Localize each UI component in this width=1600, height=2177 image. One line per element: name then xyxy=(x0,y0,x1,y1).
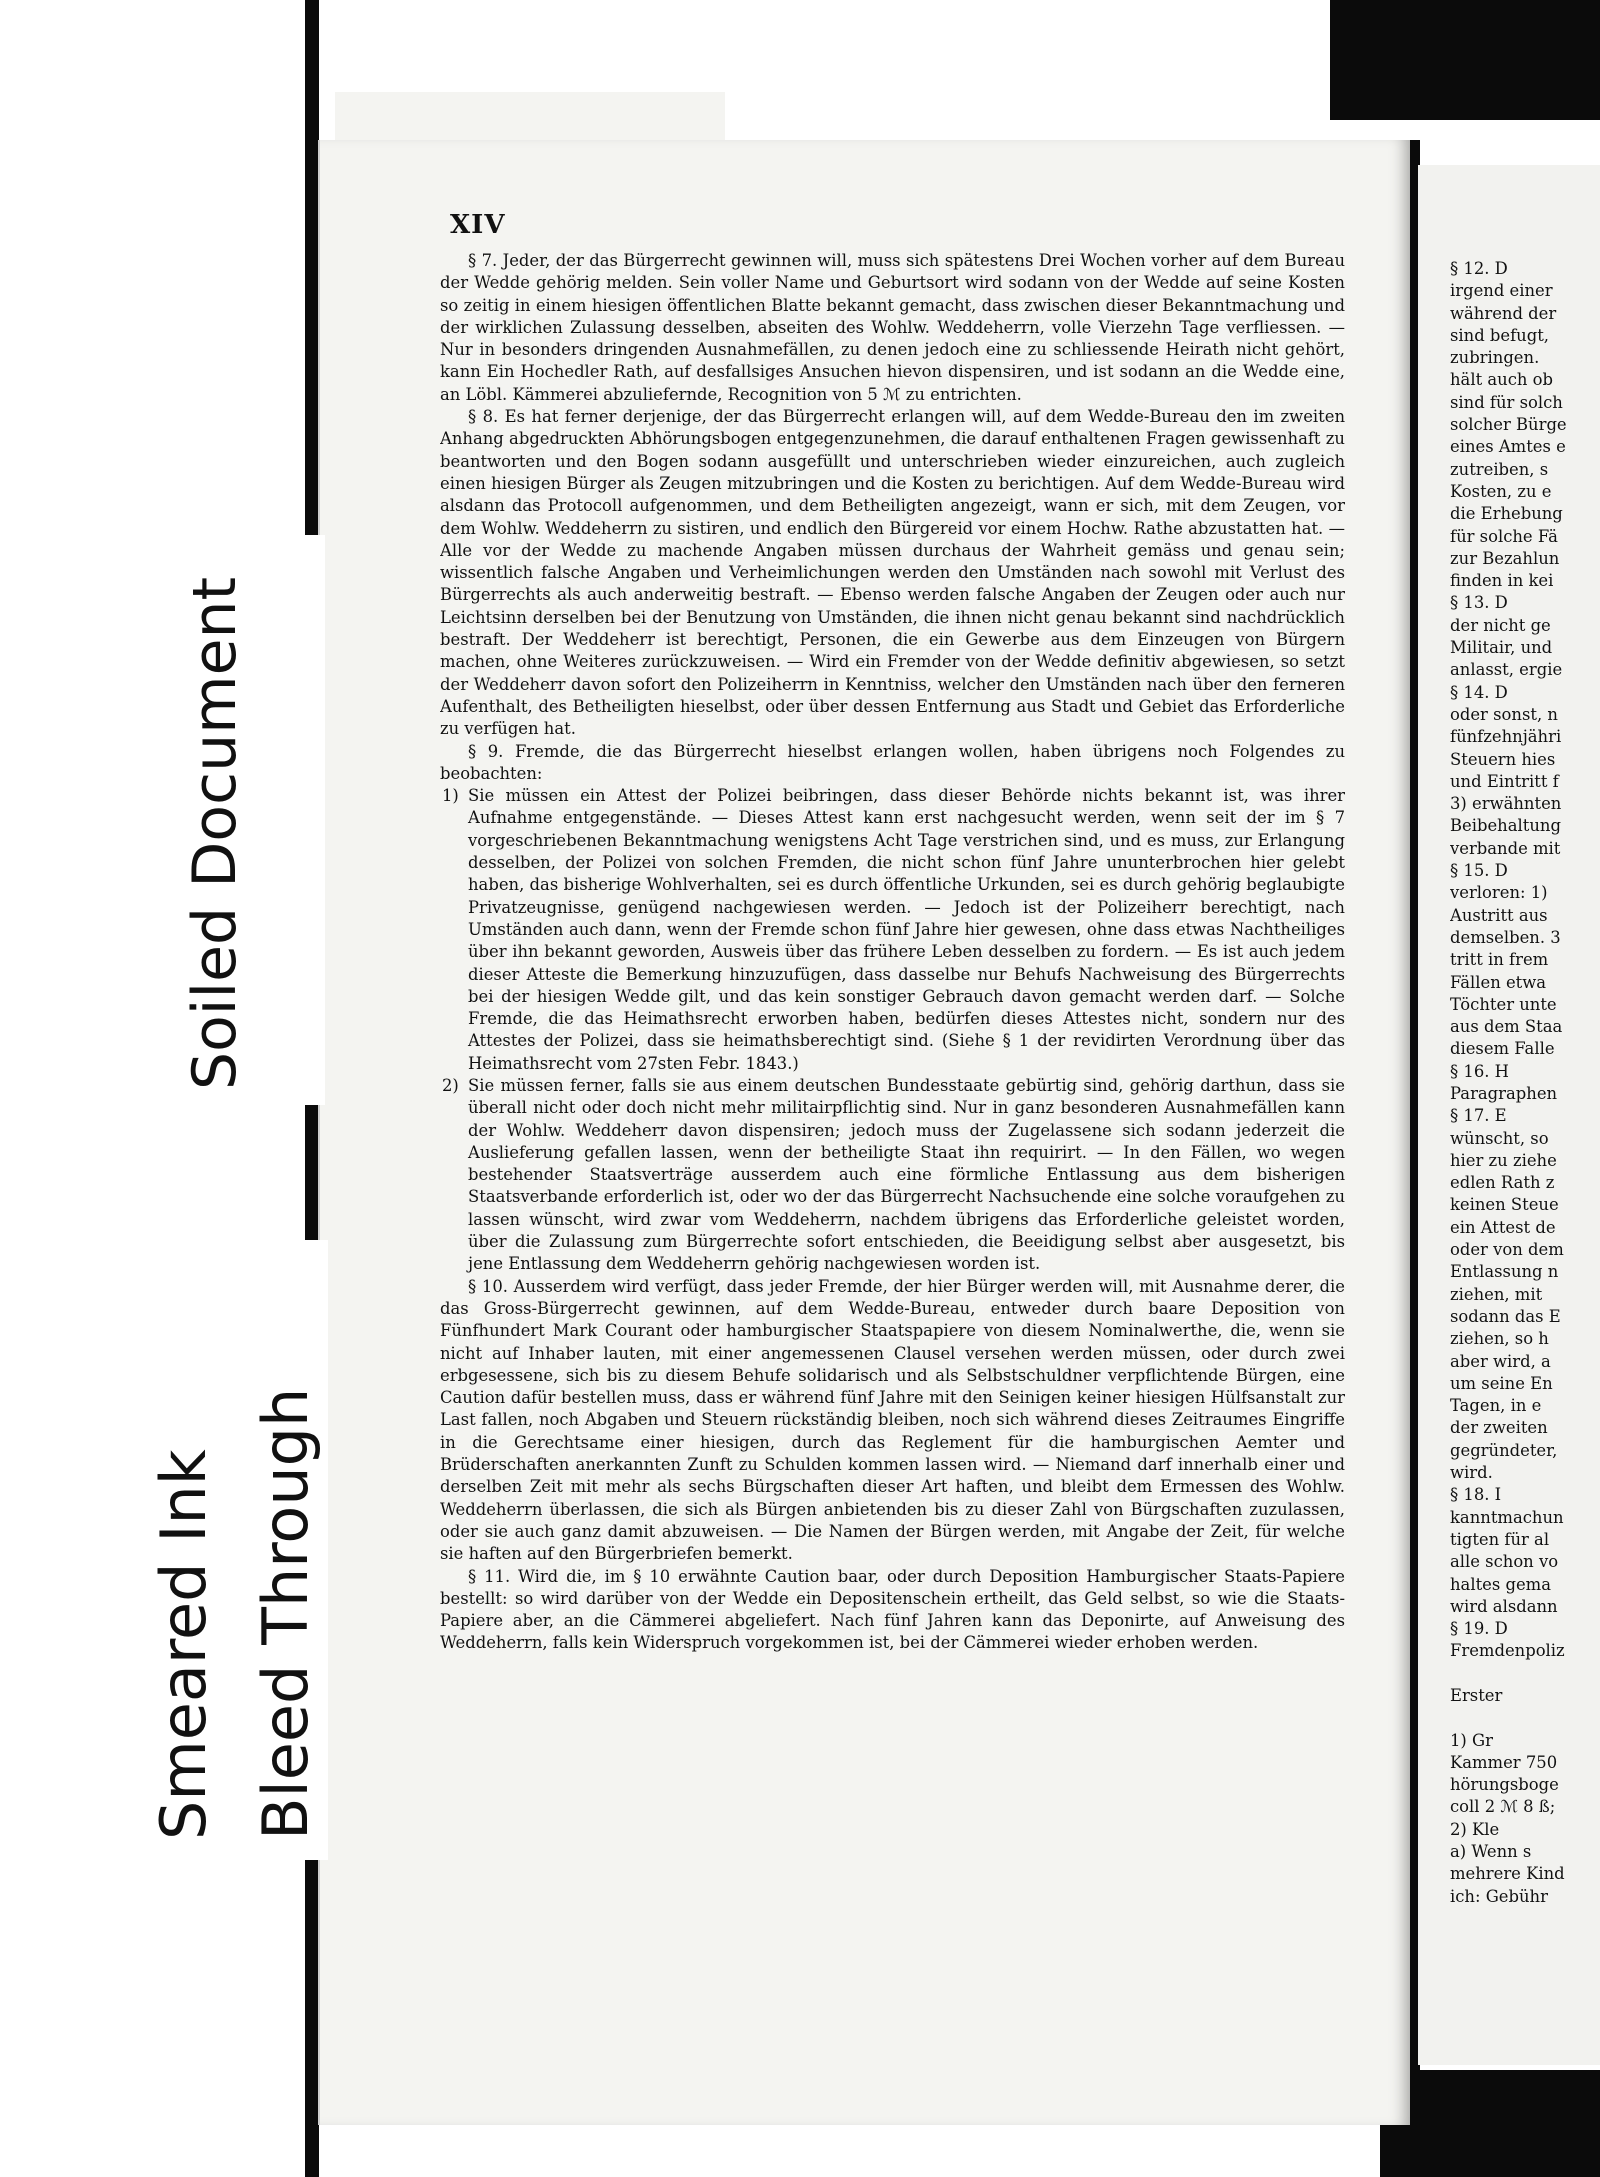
right-page-line: § 12. D xyxy=(1450,259,1508,278)
right-page-line: Töchter unte xyxy=(1450,994,1557,1014)
right-page-line: der nicht ge xyxy=(1450,615,1551,635)
right-page-line: Austritt aus xyxy=(1450,905,1548,925)
right-page-line: Paragraphen xyxy=(1450,1083,1558,1103)
right-page-line: Militair, und xyxy=(1450,638,1553,658)
right-page-line: gegründeter, xyxy=(1450,1440,1558,1460)
watermark-smeared-label: Smeared Ink xyxy=(147,1449,220,1840)
right-page-line: zur Bezahlun xyxy=(1450,548,1560,568)
right-page-line: verloren: 1) xyxy=(1450,883,1548,903)
right-page-line: § 14. D xyxy=(1450,682,1508,702)
right-page-line: aber wird, a xyxy=(1450,1351,1551,1371)
right-page-line: fünfzehnjähri xyxy=(1450,727,1562,747)
right-page-line: irgend einer xyxy=(1450,281,1553,301)
right-page-line: § 16. H xyxy=(1450,1061,1509,1081)
watermark-soiled-label: Soiled Document xyxy=(180,576,250,1090)
right-page-line: ich: Gebühr xyxy=(1450,1886,1548,1906)
page-top-edge xyxy=(335,92,725,144)
paragraph: § 8. Es hat ferner derjenige, der das Bürgerrecht erlangen will, auf dem Wedde-Bureau den im zweiten Anhang abgedruckten Abhörungsbogen entgegenzunehmen, die darauf enthaltenen Fragen gewissenhaft zu beantworten und den Bogen sodann ausgefüllt und unterschrieben wieder einzureichen, auch zugleich einen hiesigen Bürger als Zeugen mitzubringen und die Kosten zu berichtigen. Auf dem Wedde-Bureau wird alsdann das Protocoll aufgenommen, und dem Betheiligten angezeigt, wann er sich, mit dem Zeugen, vor dem Wohlw. Weddeherrn zu sistiren, und endlich den Bürgereid vor einem Hochw. Rathe abzustatten hat. — Alle vor der Wedde zu machende Angaben müssen durchaus der Wahrheit gemäss und genau sein; wissentlich falsche Angaben und Verheimlichungen werden den Umständen nach sowohl mit Verlust des Bürgerrechts als auch anderweitig bestraft. — Ebenso werden falsche Angaben der Zeugen oder auch nur Leichtsinn derselben bei der Benutzung von Umständen, die ihnen nicht genau bekannt sind nachdrücklich bestraft. Der Weddeherr ist berechtigt, Personen, die ein Gewerbe aus dem Einzeugen von Bürgern machen, ohne Weiteres zurückzuweisen. — Wird ein Fremder von der Wedde definitiv abgewiesen, so setzt der Weddeherr davon sofort den Polizeiherrn in Kenntniss, welcher den Umständen nach über den ferneren Aufenthalt, des Betheiligten hieselbst, oder über dessen Entfernung aus Stadt und Gebiet das Erforderliche zu verfügen hat. xyxy=(440,407,1345,739)
right-page-line: anlasst, ergie xyxy=(1450,660,1563,680)
right-page-line: sodann das E xyxy=(1450,1306,1561,1326)
right-page-line: demselben. 3 xyxy=(1450,927,1561,947)
right-page-line: sind für solch xyxy=(1450,392,1563,412)
right-page-line: hier zu ziehe xyxy=(1450,1150,1557,1170)
right-page-line: verbande mit xyxy=(1450,838,1561,858)
right-page-line: § 13. D xyxy=(1450,593,1508,613)
right-page-line: Beibehaltung xyxy=(1450,816,1561,836)
item-text: Sie müssen ein Attest der Polizei beibringen, dass dieser Behörde nichts bekannt ist, was ihrer Aufnahme entgegenstände. — Dieses Attest kann erst nachgesucht werden, wenn seit der im § 7 vorgeschriebenen Bekanntmachung wenigstens Acht Tage verstrichen sind, und es muss, zur Erlangung desselben, der Polizei von solchen Fremden, die nicht schon fünf Jahre ununterbrochen hier gelebt haben, das bisherige Wohlverhalten, sei es durch öffentliche Urkunden, sei es durch gehörig beglaubigte Privatzeugnisse, genügend nachgewiesen werden. — Jedoch ist der Polizeiherr berechtigt, nach Umständen auch dann, wenn der Fremde schon fünf Jahre hier gewesen, ohne dass etwas Nachtheiliges über ihn bekannt geworden, Ausweis über das frühere Leben desselben zu fordern. — Es ist auch jedem dieser Atteste die Bemerkung hinzuzufügen, dass dasselbe nur Behufs Nachweisung des Bürgerrechts bei der hiesigen Wedde gilt, und das kein sonstiger Gebrauch davon gemacht werden darf. — Solche Fremde, die das Heimathsrecht erworben haben, bedürfen dieses Attestes nicht, sondern nur des Attestes der Polizei, dass sie heimathsberechtigt sind. (Siehe § 1 der revidirten Verordnung über das Heimathsrecht vom 27sten Febr. 1843.) xyxy=(468,786,1345,1073)
watermark-smeared-bleed xyxy=(92,1240,328,1860)
right-page-line: eines Amtes e xyxy=(1450,437,1566,457)
right-page-line: zubringen. xyxy=(1450,348,1540,368)
right-page-line: während der xyxy=(1450,303,1557,323)
right-page-line: um seine En xyxy=(1450,1373,1553,1393)
right-page-line xyxy=(1450,1663,1600,1685)
right-page-line: 1) Gr xyxy=(1450,1730,1493,1750)
right-page-line: tigten für al xyxy=(1450,1529,1550,1549)
right-page-line xyxy=(1450,1707,1600,1729)
right-page-text xyxy=(1450,258,1600,2018)
right-page-line: Steuern hies xyxy=(1450,749,1556,769)
bottom-edge-shadow xyxy=(1380,2070,1600,2177)
right-page-line: solcher Bürge xyxy=(1450,415,1567,435)
right-page-line: Erster xyxy=(1450,1686,1503,1705)
item-number: 1) xyxy=(442,786,459,806)
right-page-line: hörungsboge xyxy=(1450,1775,1559,1795)
right-page-line: für solche Fä xyxy=(1450,526,1558,546)
right-page-line: Tagen, in e xyxy=(1450,1396,1542,1416)
right-page-line: diesem Falle xyxy=(1450,1039,1555,1059)
right-page-line: edlen Rath z xyxy=(1450,1173,1555,1193)
right-page-line: sind befugt, xyxy=(1450,325,1550,345)
page-number: XIV xyxy=(450,210,506,240)
right-page-line: wird. xyxy=(1450,1463,1493,1483)
right-page-line: § 18. I xyxy=(1450,1485,1502,1505)
right-page-line: coll 2 ℳ 8 ß; xyxy=(1450,1797,1556,1817)
right-page-line: Fällen etwa xyxy=(1450,972,1547,992)
right-page-line: tritt in frem xyxy=(1450,950,1549,970)
watermark-soiled-document xyxy=(135,535,325,1105)
right-page-line: mehrere Kind xyxy=(1450,1864,1565,1884)
right-page-line: finden in kei xyxy=(1450,571,1554,591)
right-page-line: aus dem Staa xyxy=(1450,1017,1563,1037)
right-page-line: § 19. D xyxy=(1450,1619,1508,1639)
right-page-line: die Erhebung xyxy=(1450,504,1563,524)
right-page-line: wird alsdann xyxy=(1450,1596,1558,1616)
item-text: Sie müssen ferner, falls sie aus einem deutschen Bundesstaate gebürtig sind, gehörig darthun, dass sie überall nicht oder doch nicht mehr militairpflichtig sind. Nur in ganz besonderen Ausnahmefällen kann der Wohlw. Weddeherr davon dispensiren; jedoch muss der Zugelassene sich sodann jederzeit die Auslieferung gefallen lassen, wenn der betheiligte Staat ihn requirirt. — In den Fällen, wo wegen bestehender Staatsverträge ausserdem auch eine förmliche Entlassung aus dem bisherigen Staatsverbande erforderlich ist, oder wo der das Bürgerrecht Nachsuchende eine solche voraufgehen zu lassen wünscht, wird zwar vom Weddeherrn, nachdem übrigens das Erforderliche geleistet worden, über die Zulassung zum Bürgerrechte sofort entschieden, die Beeidigung selbst aber ausgesetzt, bis jene Entlassung dem Weddeherrn gehörig nachgewiesen worden ist. xyxy=(468,1075,1345,1274)
right-page-line: a) Wenn s xyxy=(1450,1842,1532,1862)
right-page-line: Entlassung n xyxy=(1450,1262,1559,1282)
item-number: 2) xyxy=(442,1075,459,1095)
right-page-line: der zweiten xyxy=(1450,1418,1548,1438)
right-page-line: Fremdenpoliz xyxy=(1450,1641,1565,1661)
numbered-item xyxy=(440,1075,1345,1276)
watermark-bleed-label: Bleed Through xyxy=(249,1387,322,1840)
right-page-line: keinen Steue xyxy=(1450,1195,1559,1215)
right-page-line: ziehen, mit xyxy=(1450,1284,1543,1304)
right-page-line: Kosten, zu e xyxy=(1450,481,1552,501)
right-page-line: Kammer 750 xyxy=(1450,1752,1558,1772)
right-page-line: hält auch ob xyxy=(1450,370,1554,390)
paragraph: § 7. Jeder, der das Bürgerrecht gewinnen will, muss sich spätestens Drei Wochen vorher auf dem Bureau der Wedde gehörig melden. Sein voller Name und Geburtsort wird sodann von der Wedde auf seine Kosten so zeitig in einem hiesigen öffentlichen Blatte bekannt gemacht, dass zwischen dieser Bekanntmachung und der wirklichen Zulassung desselben, abseiten des Wohlw. Weddeherrn, volle Vierzehn Tage verfliessen. — Nur in besonders dringenden Ausnahmefällen, zu denen jedoch eine zu schliessende Heirath nicht gehört, kann Ein Hochedler Rath, auf desfallsiges Ansuchen hievon dispensiren, und ist sodann an die Wedde eine, an Löbl. Kämmerei abzuliefernde, Recognition von 5 ℳ zu entrichten. xyxy=(440,251,1345,404)
right-page-line: alle schon vo xyxy=(1450,1552,1559,1572)
numbered-item xyxy=(440,785,1345,1075)
right-page-line: ein Attest de xyxy=(1450,1217,1556,1237)
right-page-line: und Eintritt f xyxy=(1450,771,1559,791)
right-page-line: kanntmachun xyxy=(1450,1507,1564,1527)
right-page-line: ziehen, so h xyxy=(1450,1329,1549,1349)
right-page-line: zutreiben, s xyxy=(1450,459,1549,479)
right-page-line: haltes gema xyxy=(1450,1574,1551,1594)
right-page-line: oder von dem xyxy=(1450,1240,1564,1260)
paragraph: § 11. Wird die, im § 10 erwähnte Caution baar, oder durch Deposition Hamburgischer Staats-Papiere bestellt: so wird darüber von der Wedde ein Depositenschein ertheilt, das Geld selbst, so wie die Staats-Papiere aber, an die Cämmerei abgeliefert. Nach fünf Jahren kann das Deponirte, auf Anweisung des Weddeherrn, falls kein Widerspruch vorgekommen ist, bei der Cämmerei wieder erhoben werden. xyxy=(440,1566,1345,1653)
right-page-line: 3) erwähnten xyxy=(1450,794,1562,814)
top-edge-shadow xyxy=(1330,0,1600,120)
right-page-line: wünscht, so xyxy=(1450,1128,1549,1148)
paragraph: § 10. Ausserdem wird verfügt, dass jeder Fremde, der hier Bürger werden will, mit Ausnahme derer, die das Gross-Bürgerrecht gewinnen, auf dem Wedde-Bureau, entweder durch baare Deposition von Fünfhundert Mark Courant oder hamburgischer Staatspapiere von diesem Nominalwerthe, die, wenn sie nicht auf Inhaber lauten, mit einer angemessenen Clausel versehen werden müssen, oder durch zwei erbgesessene, sich bis zu diesem Behufe solidarisch und als Selbstschuldner verpflichtende Bürgen, eine Caution dafür bestellen muss, dass er während fünf Jahre mit den Seinigen keiner hiesigen Hülfsanstalt zur Last fallen, noch Abgaben und Steuern rückständig bleiben, noch sich während dieses Zeitraumes Eingriffe in die Gerechtsame einer hiesigen, durch das Reglement für die hamburgischen Aemter und Brüderschaften anerkannten Zunft zu Schulden kommen lassen wird. — Niemand darf innerhalb einer und derselben Zeit mit mehr als sechs Bürgschaften dieser Art haften, und bleibt dem Ermessen des Wohlw. Weddeherrn überlassen, die sich als Bürgen anbietenden bis zu dieser Zahl von Bürgschaften zuzulassen, oder sie auch ganz damit abzuweisen. — Die Namen der Bürgen werden, mit Angabe der Zeit, für welche sie haften auf den Bürgerbriefen bemerkt. xyxy=(440,1276,1345,1564)
main-text-body xyxy=(440,250,1345,2040)
paragraph: § 9. Fremde, die das Bürgerrecht hieselbst erlangen wollen, haben übrigens noch Folgendes zu beobachten: xyxy=(440,741,1345,783)
right-page-line: oder sonst, n xyxy=(1450,704,1558,724)
right-page-line: § 17. E xyxy=(1450,1106,1507,1126)
right-page-line: § 15. D xyxy=(1450,861,1508,881)
right-page-line: 2) Kle xyxy=(1450,1819,1500,1839)
